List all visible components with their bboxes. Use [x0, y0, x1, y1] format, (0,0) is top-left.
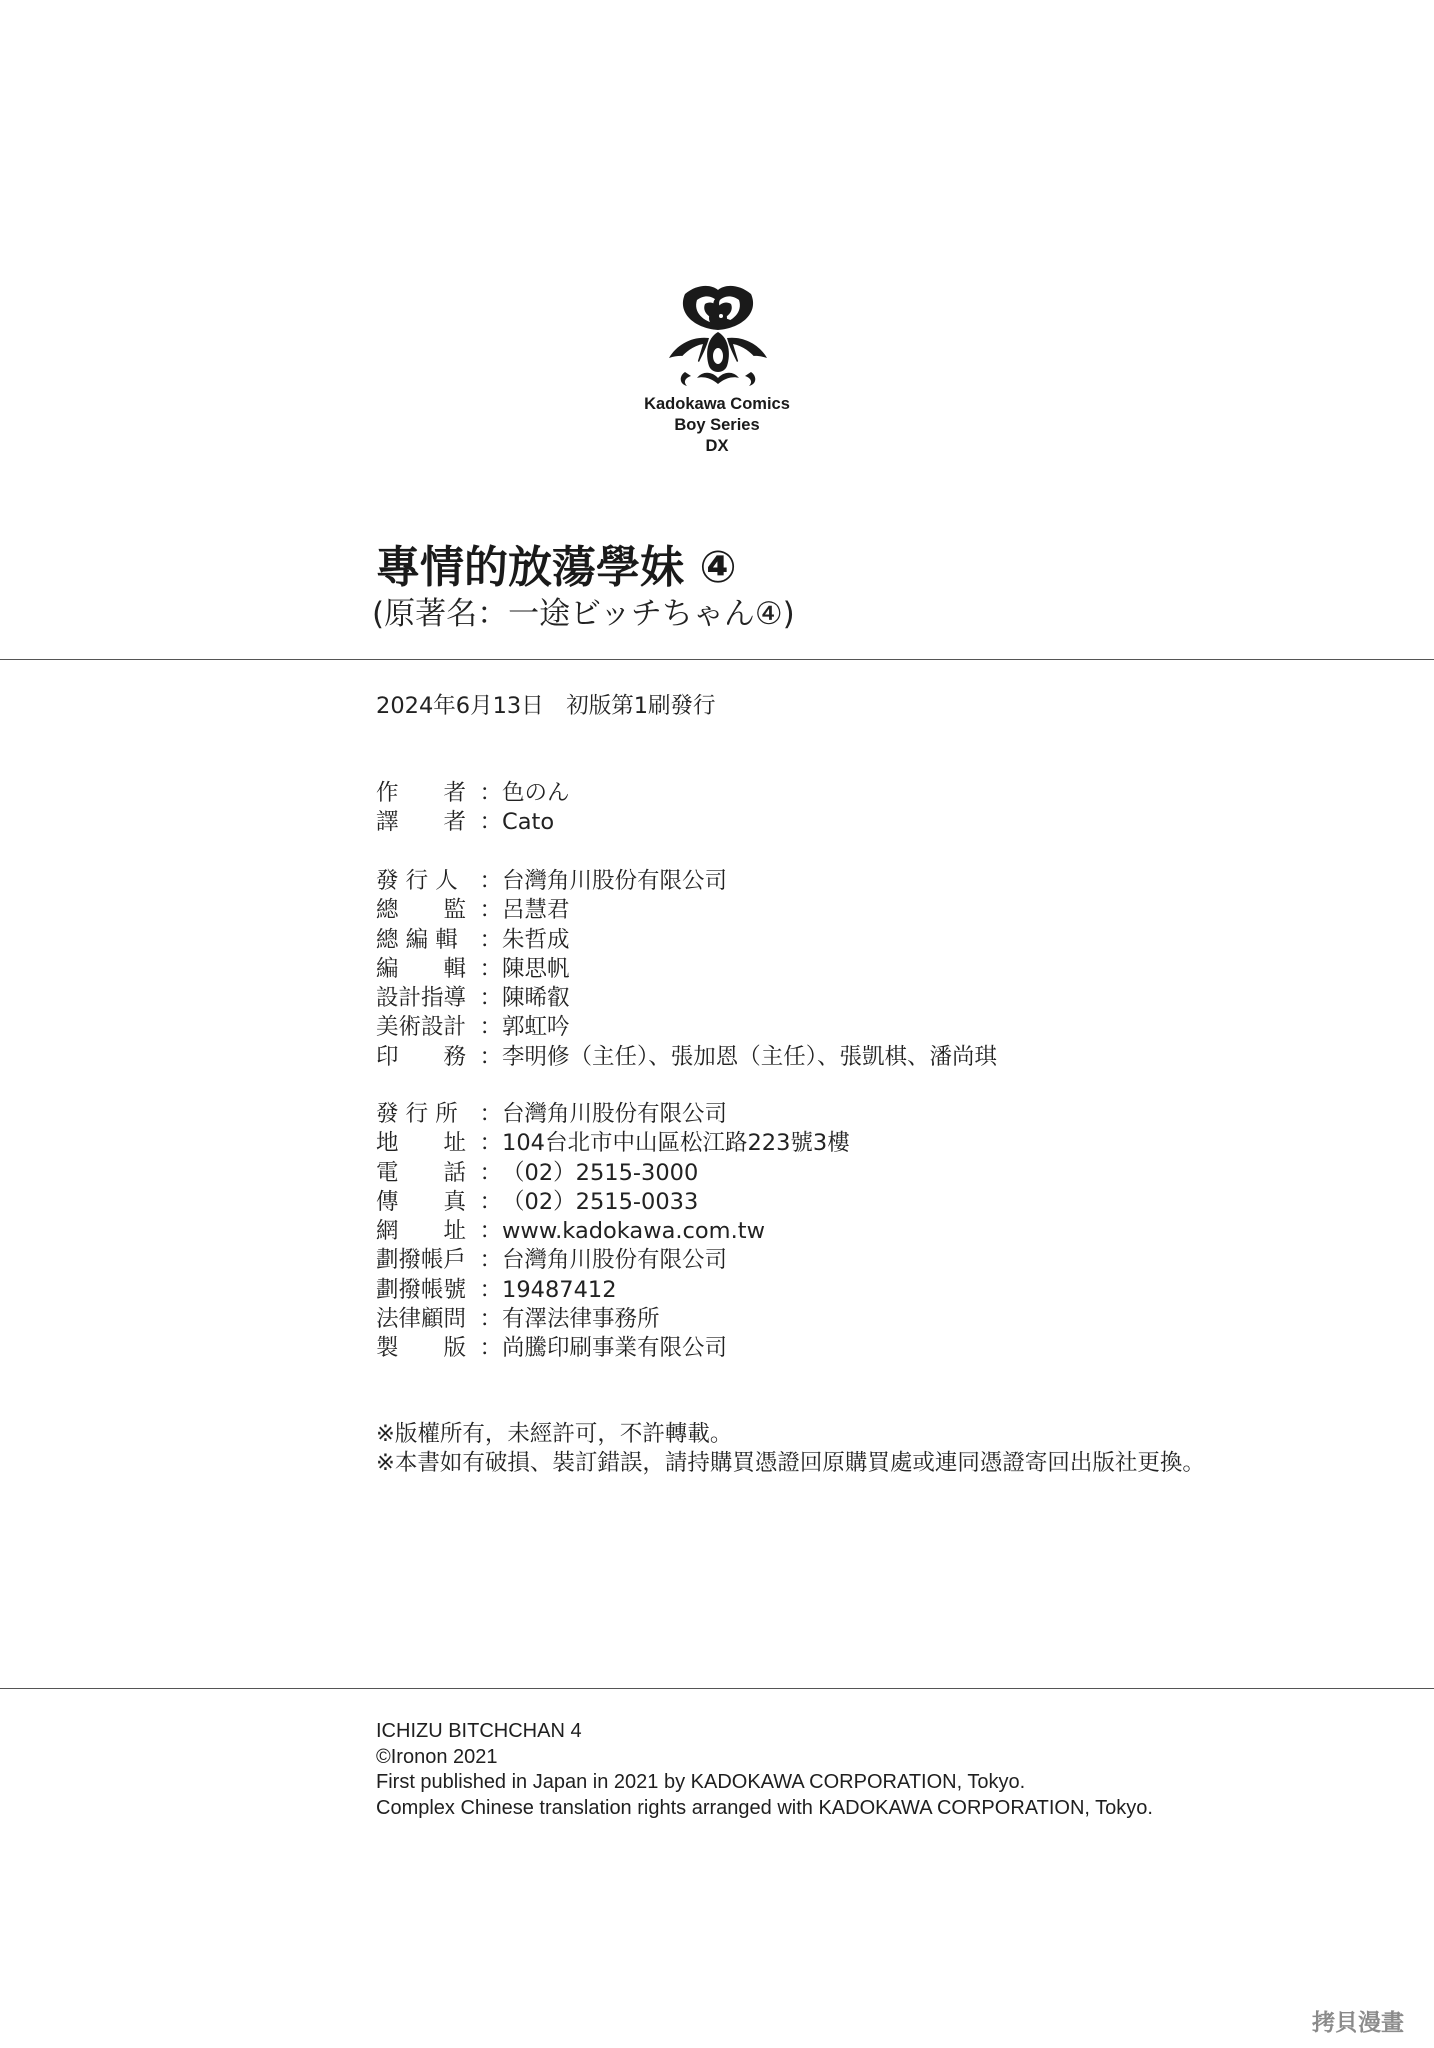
credit-value: 台灣角川股份有限公司	[502, 868, 728, 894]
divider-top	[0, 659, 1434, 660]
credit-row	[376, 1129, 850, 1158]
credit-label: 網 址	[376, 1218, 467, 1245]
credit-separator: ：	[479, 897, 503, 924]
credit-row	[376, 984, 997, 1013]
rights-line: ©Ironon 2021	[376, 1745, 498, 1768]
credit-separator: ：	[479, 985, 503, 1012]
credit-row	[376, 1013, 997, 1042]
credit-label: 印 務	[376, 1043, 467, 1070]
credit-label: 製 版	[376, 1335, 467, 1362]
credit-row	[376, 1217, 850, 1246]
credits-publisher	[376, 1100, 850, 1364]
credit-label: 電 話	[376, 1159, 467, 1186]
rights-notice	[376, 1719, 1153, 1821]
credit-separator: ：	[479, 1247, 503, 1274]
credit-value: 台灣角川股份有限公司	[502, 1101, 728, 1127]
credit-row	[376, 1276, 850, 1305]
credits-staff	[376, 867, 997, 1072]
divider-bottom	[0, 1688, 1434, 1689]
credit-label: 作 者	[376, 780, 467, 806]
credit-separator: ：	[479, 1276, 503, 1303]
credit-label: 總 編 輯	[376, 926, 458, 953]
credit-value: 郭虹吟	[502, 1014, 570, 1041]
credit-separator: ：	[479, 1335, 503, 1362]
credit-separator: ：	[479, 1101, 503, 1127]
credit-label: 設計指導	[376, 985, 467, 1012]
credit-label: 發 行 人	[376, 868, 458, 894]
credit-value: 104台北市中山區松江路223號3樓	[502, 1130, 850, 1157]
credit-separator: ：	[479, 780, 503, 806]
credit-separator: ：	[479, 1130, 503, 1157]
rights-line: ICHIZU BITCHCHAN 4	[376, 1720, 582, 1742]
credit-row	[376, 955, 997, 984]
credit-separator: ：	[479, 926, 503, 953]
book-title: 專情的放蕩學妹 ④	[376, 542, 737, 593]
credit-value: （02）2515-3000	[502, 1159, 699, 1186]
credit-value: 尚騰印刷事業有限公司	[502, 1335, 728, 1362]
credit-row	[376, 1305, 850, 1334]
credit-value: 19487412	[502, 1276, 617, 1303]
original-title: (原著名：一途ビッチちゃん④)	[372, 596, 795, 632]
imprint-line: Boy Series	[674, 416, 760, 434]
credit-label: 劃撥帳戶	[376, 1247, 467, 1274]
credit-label: 譯 者	[376, 809, 467, 836]
credit-separator: ：	[479, 1159, 503, 1186]
credit-row	[376, 808, 570, 837]
credit-value: 陳晞叡	[502, 985, 570, 1012]
credit-separator: ：	[479, 1188, 503, 1215]
credit-separator: ：	[479, 1043, 503, 1070]
credit-row	[376, 1100, 850, 1129]
credit-row	[376, 1159, 850, 1188]
credit-value: 台灣角川股份有限公司	[502, 1247, 728, 1274]
credit-label: 劃撥帳號	[376, 1276, 467, 1303]
credit-row	[376, 867, 997, 896]
credit-value: Cato	[502, 809, 555, 836]
notices	[376, 1420, 1205, 1479]
imprint-caption	[617, 394, 817, 457]
credit-value: 有澤法律事務所	[502, 1306, 660, 1333]
credit-value: （02）2515-0033	[502, 1188, 699, 1215]
credit-label: 編 輯	[376, 955, 467, 982]
credit-row	[376, 779, 570, 808]
notice-line: ※版權所有，未經許可，不許轉載。	[376, 1421, 733, 1447]
credit-label: 法律顧問	[376, 1306, 467, 1333]
credit-row	[376, 1334, 850, 1363]
phoenix-emblem-icon	[663, 280, 773, 392]
credit-row	[376, 1246, 850, 1275]
credit-value: 陳思帆	[502, 955, 570, 982]
imprint-line: Kadokawa Comics	[644, 395, 790, 413]
credit-value: 色のん	[502, 780, 570, 806]
imprint-line: DX	[705, 437, 729, 455]
credit-separator: ：	[479, 809, 503, 836]
credit-value: 呂慧君	[502, 897, 570, 924]
watermark: 拷貝漫畫	[1312, 2010, 1404, 2036]
credit-row	[376, 926, 997, 955]
credit-label: 總 監	[376, 897, 467, 924]
credit-row	[376, 896, 997, 925]
credit-separator: ：	[479, 868, 503, 894]
credit-separator: ：	[479, 1306, 503, 1333]
credit-label: 美術設計	[376, 1014, 467, 1041]
credit-separator: ：	[479, 1014, 503, 1041]
credit-row	[376, 1188, 850, 1217]
credit-value: www.kadokawa.com.tw	[502, 1218, 765, 1245]
rights-line: Complex Chinese translation rights arranged with KADOKAWA CORPORATION, Tokyo.	[376, 1796, 1153, 1819]
credit-value: 朱哲成	[502, 926, 570, 953]
edition-line: 2024年6月13日 初版第1刷發行	[376, 693, 716, 719]
credit-label: 發 行 所	[376, 1101, 458, 1127]
credit-separator: ：	[479, 955, 503, 982]
notice-line: ※本書如有破損、裝訂錯誤，請持購買憑證回原購買處或連同憑證寄回出版社更換。	[376, 1450, 1205, 1477]
credit-value: 李明修（主任）、張加恩（主任）、張凱棋、潘尚琪	[502, 1043, 998, 1070]
credit-label: 地 址	[376, 1130, 467, 1157]
rights-line: First published in Japan in 2021 by KADOKAWA CORPORATION, Tokyo.	[376, 1771, 1026, 1793]
credit-separator: ：	[479, 1218, 503, 1245]
credits-authors	[376, 779, 570, 838]
credit-row	[376, 1043, 997, 1072]
credit-label: 傳 真	[376, 1188, 467, 1215]
